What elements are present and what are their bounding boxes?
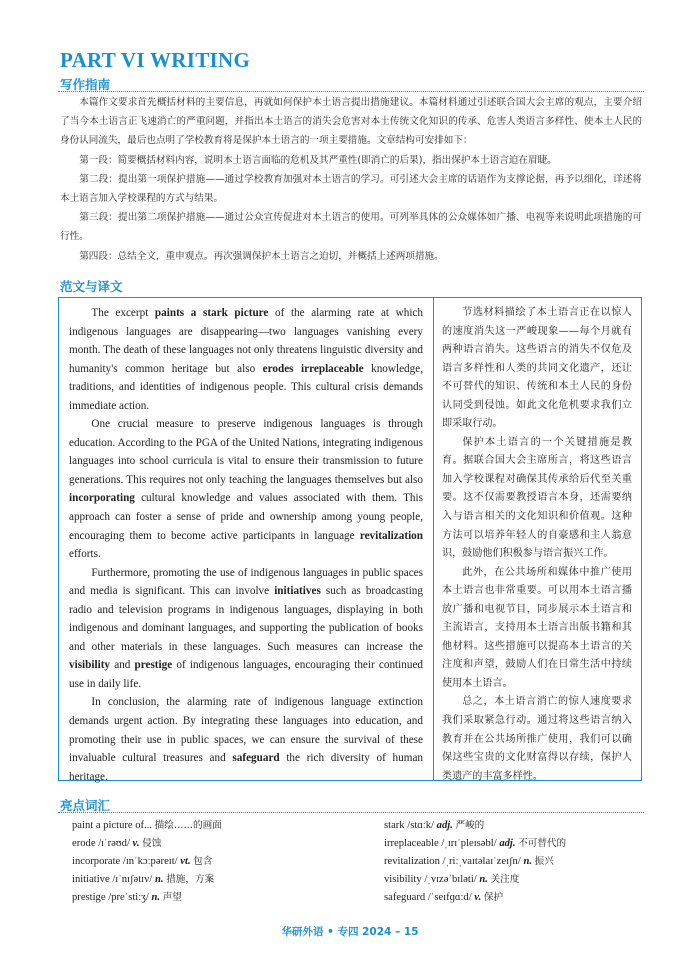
essay-paragraph: In conclusion, the alarming rate of indigenous language extinction demands urgent action. By integrating these languages into education, and promoting their use in public spaces, we can ensure the survival of these invaluable cultural treasures and safeguard the rich diversity of human heritage. <box>69 696 423 783</box>
vocab-pos: n. <box>151 892 161 903</box>
vocab-phonetic: /ɪˈrəʊd/ <box>98 838 130 849</box>
guide-paragraph: 第四段：总结全文，重申观点。再次强调保护本土语言之迫切，并概括上述两项措施。 <box>79 250 444 262</box>
vocab-row <box>72 817 652 835</box>
vocab-pos: adj. <box>499 838 516 849</box>
vocab-entry <box>384 853 554 871</box>
chinese-translation <box>442 304 632 786</box>
vocab-meaning: 关注度 <box>490 874 520 885</box>
vocab-word: safeguard <box>384 892 426 903</box>
vocab-pos: n. <box>479 874 488 885</box>
vocab-meaning: 措施，方案 <box>166 874 215 885</box>
translation-paragraph: 总之，本土语言消亡的惊人速度要求我们采取紧急行动。通过将这些语言纳入教育并在公共场所推广使用，我们可以确保这些宝贵的文化财富得以存续，保护人类遗产的丰富多样性。 <box>442 696 632 782</box>
vocab-entry <box>384 817 484 835</box>
vocab-list <box>72 817 652 907</box>
vocab-row <box>72 889 652 907</box>
part-title: PART VI WRITING <box>60 48 251 72</box>
vocab-entry <box>72 889 182 907</box>
vocab-meaning: 描绘……的画面 <box>154 820 222 831</box>
vocab-phonetic: /ˌɪrɪˈpleɪsəbl/ <box>441 838 497 849</box>
vocab-entry <box>384 871 519 889</box>
vocab-heading: 亮点词汇 <box>60 798 111 813</box>
vocab-row <box>72 871 652 889</box>
vocab-word: visibility <box>384 874 422 885</box>
vocab-phonetic: /ˈseɪfɡɑːd/ <box>427 892 472 903</box>
sample-heading: 范文与译文 <box>60 279 123 294</box>
vocab-pos: n. <box>523 856 532 867</box>
vocab-meaning: 振兴 <box>534 856 554 867</box>
vocab-meaning: 声望 <box>162 892 182 903</box>
page-footer: 华研外语 • 专四 2024 – 15 <box>281 926 419 938</box>
vocab-phonetic: /ˌvɪzəˈbɪləti/ <box>424 874 477 885</box>
vocab-pos: v. <box>132 838 140 849</box>
vocab-word: incorporate <box>72 856 121 867</box>
guide-heading: 写作指南 <box>60 77 111 92</box>
vocab-phonetic: /ɪˈnɪʃətɪv/ <box>112 874 153 885</box>
vocab-phonetic: /preˈstiːʒ/ <box>108 892 149 903</box>
vocab-phonetic: /ɪnˈkɔːpəreɪt/ <box>122 856 178 867</box>
vocab-word: prestige <box>72 892 106 903</box>
vocab-word: stark <box>384 820 405 831</box>
vocab-entry <box>384 889 503 907</box>
writing-guide <box>60 93 642 266</box>
essay-paragraph: The excerpt paints a stark picture of the alarming rate at which indigenous languages are disappearing—two languages vanishing every month. The death of these languages not only threatens linguistic diversity and humanity's common heritage but also erodes irreplaceable knowledge, traditions, and identities of indigenous people. This cultural crisis demands immediate action. <box>69 307 423 412</box>
translation-paragraph: 节选材料描绘了本土语言正在以惊人的速度消失这一严峻现象——每个月就有两种语言消失。这些语言的消失不仅危及语言多样性和人类的共同文化遗产，还让不可替代的知识、传统和本土人民的身份认同受到侵蚀。如此文化危机要求我们立即采取行动。 <box>442 307 632 430</box>
vocab-entry <box>72 835 161 853</box>
guide-paragraph: 第三段：提出第二项保护措施——通过公众宣传促进对本土语言的使用。可列举具体的公众媒体如广播、电视等来说明此项措施的可行性。 <box>60 212 642 243</box>
vocab-meaning: 包含 <box>193 856 213 867</box>
essay-paragraph: One crucial measure to preserve indigenous languages is through education. According to the PGA of the United Nations, integrating indigenous languages into school curricula is vital to ensure their transmission to future generations. This requires not only teaching the languages themselves but also incorporating cultural knowledge and values associated with them. This approach can foster a sense of pride and ownership among young people, encouraging them to become active participants in language revitalization efforts. <box>69 418 423 561</box>
vocab-entry <box>72 817 222 835</box>
guide-rule <box>58 91 644 92</box>
column-divider <box>433 298 434 780</box>
translation-paragraph: 保护本土语言的一个关键措施是教育。据联合国大会主席所言，将这些语言加入学校课程对确保其传承给后代至关重要。这不仅需要教授语言本身，还需要纳入与语言相关的文化知识和价值观。这种方法可以培养年轻人的自豪感和主人翁意识，鼓励他们积极参与语言振兴工作。 <box>442 436 632 560</box>
translation-paragraph: 此外，在公共场所和媒体中推广使用本土语言也非常重要。可以用本土语言播放广播和电视节目，同步展示本土语言和主流语言，支持用本土语言出版书籍和其他材料。这些措施可以提高本土语言的关注度和声望，鼓励人们在日常生活中持续使用本土语言。 <box>442 566 632 689</box>
vocab-meaning: 严峻的 <box>455 820 485 831</box>
vocab-row <box>72 853 652 871</box>
guide-paragraph: 本篇作文要求首先概括材料的主要信息，再就如何保护本土语言提出措施建议。本篇材料通过引述联合国大会主席的观点，主要介绍了当今本土语言正飞速消亡的严重问题，并指出本土语言的消失会危害对本土传统文化知识的传承、危害人类语言多样性、使本土人民的身份认同流失，最后也点明了学校教育将是保护本土语言的一项主要措施。文章结构可安排如下： <box>60 97 642 147</box>
sample-essay-box <box>58 297 642 781</box>
vocab-phonetic: /ˌriːˌvaɪtəlaɪˈzeɪʃn/ <box>442 856 521 867</box>
vocab-entry <box>72 871 214 889</box>
vocab-meaning: 侵蚀 <box>142 838 162 849</box>
vocab-meaning: 不可替代的 <box>518 838 567 849</box>
vocab-rule <box>58 812 644 813</box>
vocab-word: initiative <box>72 874 110 885</box>
guide-paragraph: 第二段：提出第一项保护措施——通过学校教育加强对本土语言的学习。可引述大会主席的话语作为支撑论据，再予以细化，详述将本土语言加入学校课程的方式与结果。 <box>60 173 642 205</box>
english-essay <box>69 304 423 786</box>
vocab-phonetic: /stɑːk/ <box>407 820 434 831</box>
vocab-pos: vt. <box>180 856 191 867</box>
vocab-meaning: 保护 <box>483 892 504 903</box>
vocab-entry <box>384 835 566 853</box>
vocab-pos: n. <box>155 874 164 885</box>
vocab-word: paint a picture of... <box>72 820 153 831</box>
essay-paragraph: Furthermore, promoting the use of indigenous languages in public spaces and media is significant. This can involve initiatives such as broadcasting radio and television programs in indigenous languages, displaying in both indigenous and dominant languages, and supporting the publication of books and other materials in these languages. Such measures can increase the visibility and prestige of indigenous languages, encouraging their continued use in daily life. <box>69 566 423 690</box>
vocab-pos: adj. <box>436 820 453 831</box>
vocab-word: revitalization <box>384 856 440 867</box>
guide-paragraph: 第一段：简要概括材料内容，说明本土语言面临的危机及其严重性(即消亡的后果)，指出保护本土语言迫在眉睫。 <box>79 154 557 166</box>
vocab-entry <box>72 853 212 871</box>
vocab-row <box>72 835 652 853</box>
vocab-word: erode <box>72 838 96 849</box>
vocab-pos: v. <box>474 892 482 903</box>
vocab-word: irreplaceable <box>384 838 439 849</box>
